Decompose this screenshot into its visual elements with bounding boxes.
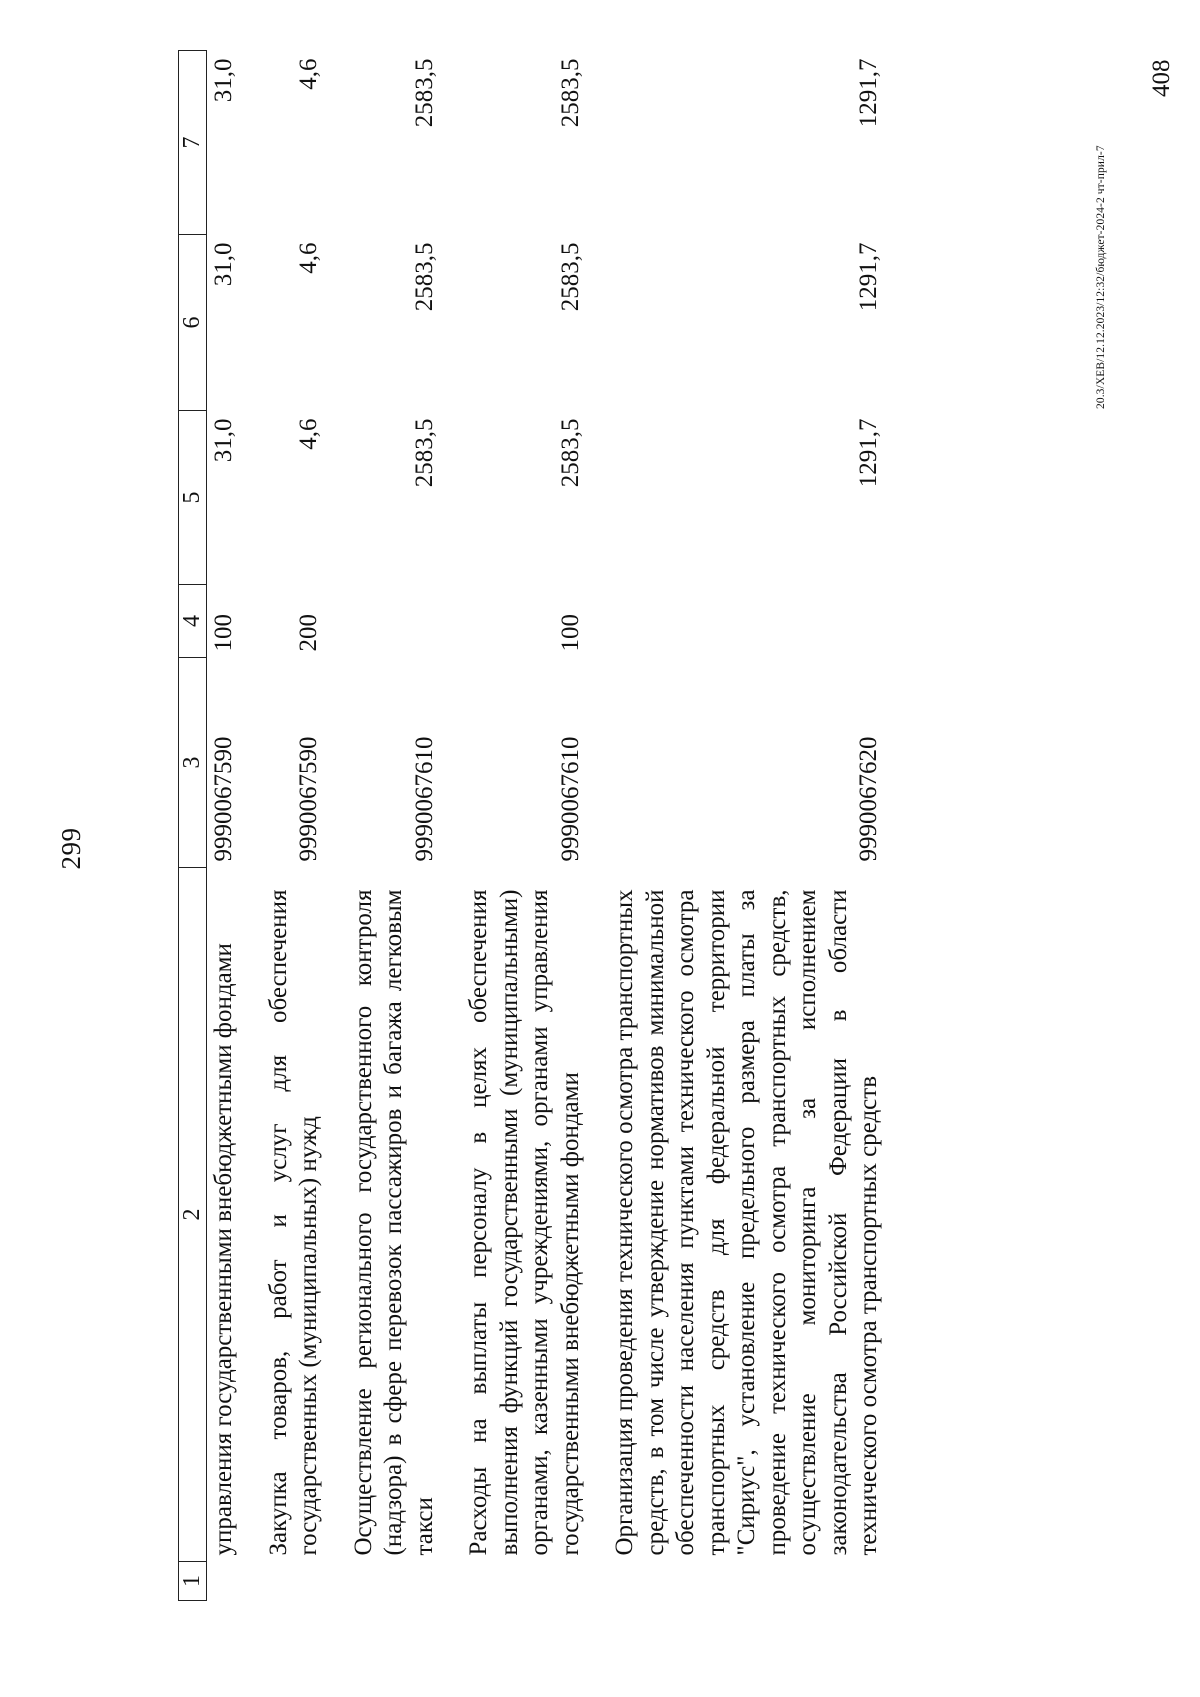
description-text: Расходы на выплаты персоналу в целях обеспечения выполнения функций государственными (муниципальными) органами, казенными учреждениями, органами управления государственными внебюджетными фондами [465,889,584,1556]
cell-expense-type [349,585,465,658]
cell-name [264,1562,349,1601]
description-text: Организация проведения технического осмотра транспортных средств, в том числе утверждение нормативов минимальной обеспеченности населения пунктами технического осмотра транспортных средств для федеральной территории "Сириус", установление предельного размера платы за проведение технического осмотра транспортных средств, осуществление мониторинга за исполнением законодательства Российской Федерации в области технического осмотра транспортных средств [611,889,882,1556]
cell-description [464,868,610,1562]
cell-amount-7: 4,6 [295,58,322,90]
description-text: Закупка товаров, работ и услуг для обеспечения государственных (муниципальных) нужд [264,889,322,1556]
cell-amount-6: 1291,7 [855,242,882,312]
cell-target-code: 9990067610 [556,736,584,862]
cell-target-code: 9990067620 [855,736,882,862]
col-header-5: 5 [179,411,207,585]
cell-name [464,1562,610,1601]
document-stamp: 20.3/XEB/12.12.2023/12:32/бюджет-2024-2 чт-прил-7 [1095,145,1107,409]
header-row [179,51,207,1601]
description-text: Осуществление регионального государственного контроля (надзора) в сфере перевозок пассажиров и багажа легковым такси [349,889,438,1556]
page-number: 299 [56,827,86,870]
cell-name [349,1562,465,1601]
table-row [207,51,264,1601]
col-header-6: 6 [179,235,207,411]
cell-expense-type [610,585,909,658]
cell-amount-6: 4,6 [295,242,322,274]
cell-amount-7: 31,0 [210,58,237,103]
cell-target-code: 9990067590 [210,736,237,862]
col-header-2: 2 [179,868,207,1562]
cell-amount-7: 2583,5 [556,58,584,128]
col-header-7: 7 [179,51,207,235]
budget-table [178,50,909,1601]
cell-amount-7: 1291,7 [855,58,882,128]
cell-description [264,868,349,1562]
cell-expense-type: 100 [556,614,584,652]
cell-target-code: 9990067610 [410,736,438,862]
table-row [464,51,610,1601]
cell-amount-5: 1291,7 [855,418,882,488]
cell-name [610,1562,909,1601]
cell-description [610,868,909,1562]
col-header-4: 4 [179,585,207,658]
cell-amount-7: 2583,5 [410,58,438,128]
col-header-1: 1 [179,1562,207,1601]
cell-amount-5: 31,0 [210,418,237,463]
cell-amount-6: 31,0 [210,242,237,287]
table-header [179,51,207,1601]
cell-description [207,868,264,1562]
cell-target-code: 9990067590 [295,736,322,862]
sheet-number: 408 [1148,59,1175,97]
cell-amount-5: 2583,5 [410,418,438,488]
cell-description [349,868,465,1562]
cell-name [207,1562,264,1601]
col-header-3: 3 [179,658,207,868]
cell-expense-type: 100 [210,614,237,652]
cell-amount-6: 2583,5 [556,242,584,312]
table-row [349,51,465,1601]
cell-amount-6: 2583,5 [410,242,438,312]
cell-amount-5: 4,6 [295,418,322,450]
table-row [610,51,909,1601]
table-row [264,51,349,1601]
cell-expense-type: 200 [295,614,322,652]
table-body [207,51,909,1601]
cell-amount-5: 2583,5 [556,418,584,488]
description-text: управления государственными внебюджетными фондами [210,943,237,1556]
